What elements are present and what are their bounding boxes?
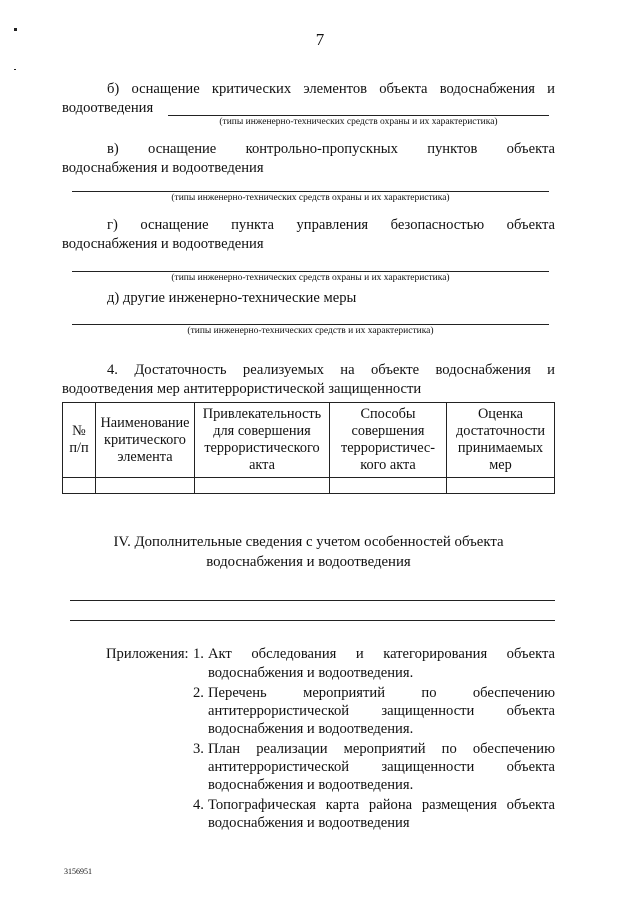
- appendices-label: Приложения:: [106, 646, 189, 662]
- appendix-2-line1: Перечень мероприятий по обеспечению: [208, 685, 555, 701]
- section-v-caption: (типы инженерно-технических средств охраны и их характеристика): [171, 193, 450, 203]
- col-header-methods: [330, 403, 447, 478]
- col-header-name-line2: критического: [104, 431, 186, 448]
- appendix-3-line2: антитеррористической защищенности объекта: [208, 759, 555, 775]
- appendix-2-line2: антитеррористической защищенности объекта: [208, 703, 555, 719]
- table-header-row: [63, 403, 555, 478]
- section-iv-fill-line-1: [70, 600, 555, 601]
- section-v-line2: водоснабжения и водоотведения: [62, 160, 264, 176]
- col-header-methods-line4: кого акта: [360, 457, 416, 473]
- item4-line1: 4. Достаточность реализуемых на объекте водоснабжения и: [107, 362, 555, 378]
- col-header-attractiveness: [195, 403, 330, 478]
- appendix-3-line1: План реализации мероприятий по обеспечению: [208, 741, 555, 757]
- col-header-attract-line4: акта: [249, 457, 275, 473]
- col-header-attract-line3: террористического: [204, 440, 320, 456]
- section-v-line1: в) оснащение контрольно-пропускных пунктов объекта: [107, 141, 555, 157]
- section-iv-title-line2: водоснабжения и водоотведения: [206, 554, 411, 570]
- col-header-attract-line2: для совершения: [213, 423, 311, 439]
- table-cell: [447, 478, 555, 494]
- col-header-num-line2: п/п: [69, 440, 89, 456]
- table-cell: [330, 478, 447, 494]
- section-g-line1: г) оснащение пункта управления безопасностью объекта: [107, 217, 555, 233]
- footer-document-code: 3156951: [64, 867, 92, 876]
- section-b-caption: (типы инженерно-технических средств охраны и их характеристика): [219, 117, 498, 127]
- col-header-assess-line1: Оценка: [477, 406, 524, 422]
- section-d-fill-line: [72, 324, 549, 325]
- section-iv-title-line1: IV. Дополнительные сведения с учетом особенностей объекта: [113, 534, 504, 550]
- table-cell: [195, 478, 330, 494]
- section-b-line2: водоотведения: [62, 100, 154, 116]
- appendix-2-line3: водоснабжения и водоотведения.: [208, 721, 414, 737]
- appendix-2-num: 2.: [193, 685, 204, 701]
- scan-mark-middle: [14, 69, 16, 70]
- col-header-assessment: [447, 403, 555, 478]
- table-row: [63, 478, 555, 494]
- appendix-4-num: 4.: [193, 797, 204, 813]
- col-header-methods-line1: Способы: [360, 406, 416, 422]
- appendix-3-line3: водоснабжения и водоотведения.: [208, 777, 414, 793]
- col-header-name-line3: элемента: [117, 448, 173, 465]
- sufficiency-table: [62, 402, 555, 494]
- col-header-name: [96, 403, 195, 478]
- appendix-3-num: 3.: [193, 741, 204, 757]
- section-d-line1: д) другие инженерно-технические меры: [107, 290, 357, 306]
- col-header-methods-line3: террористичес-: [340, 440, 436, 456]
- col-header-assess-line2: достаточности: [456, 423, 545, 439]
- col-header-attract-line1: Привлекательность: [202, 406, 322, 422]
- section-d-caption: (типы инженерно-технических средств и их характеристика): [187, 326, 434, 336]
- appendix-1-num: 1.: [193, 646, 204, 662]
- section-g-line2: водоснабжения и водоотведения: [62, 236, 264, 252]
- col-header-methods-line2: совершения: [351, 423, 425, 439]
- table-cell: [63, 478, 96, 494]
- section-b-line1: б) оснащение критических элементов объекта водоснабжения и: [107, 81, 555, 97]
- appendix-4-line1: Топографическая карта района размещения объекта: [208, 797, 555, 813]
- appendix-1-line1: Акт обследования и категорирования объекта: [208, 646, 555, 662]
- section-iv-fill-line-2: [70, 620, 555, 621]
- section-g-fill-line: [72, 271, 549, 272]
- appendix-1-line2: водоснабжения и водоотведения.: [208, 665, 414, 681]
- col-header-assess-line4: мер: [489, 457, 512, 473]
- appendix-4-line2: водоснабжения и водоотведения: [208, 815, 410, 831]
- col-header-num: [63, 403, 96, 478]
- section-v-fill-line: [72, 191, 549, 192]
- page-number: 7: [315, 30, 325, 49]
- section-b-fill-line: [168, 115, 549, 116]
- section-g-caption: (типы инженерно-технических средств охраны и их характеристика): [171, 273, 450, 283]
- col-header-name-line1: Наименование: [100, 414, 190, 431]
- col-header-num-line1: №: [72, 423, 86, 439]
- item4-line2: водоотведения мер антитеррористической защищенности: [62, 381, 422, 397]
- table-cell: [96, 478, 195, 494]
- col-header-assess-line3: принимаемых: [457, 440, 544, 456]
